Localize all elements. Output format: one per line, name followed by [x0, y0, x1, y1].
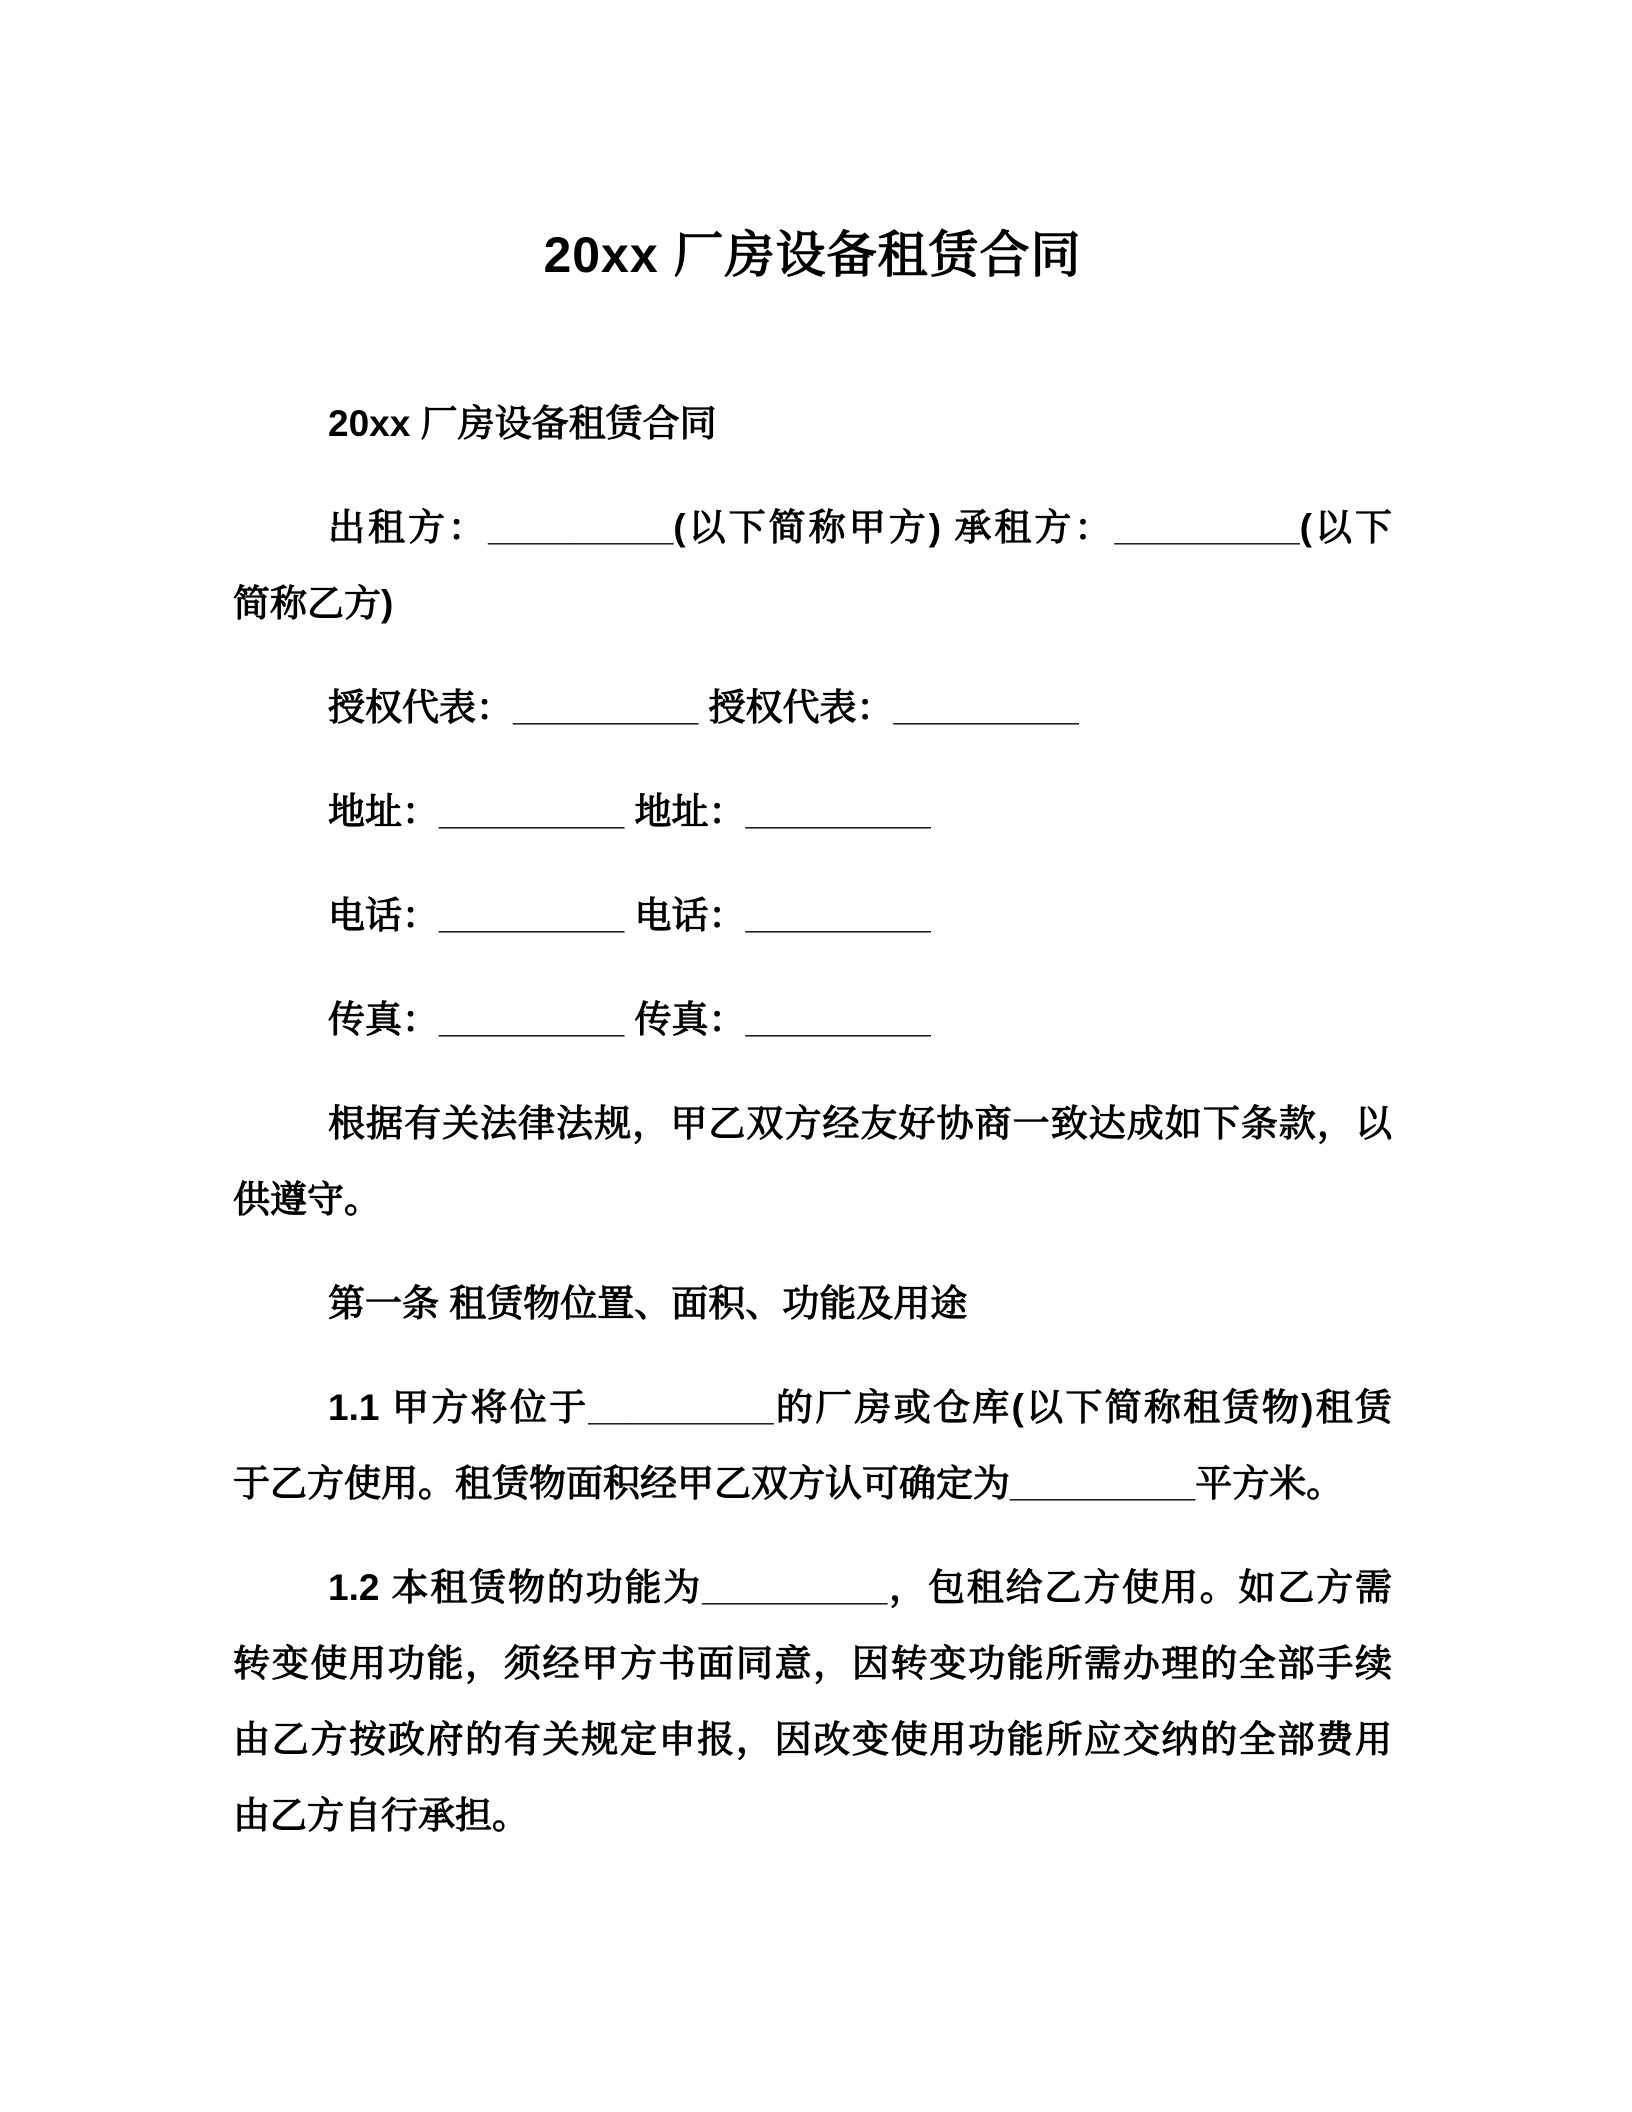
text-line: 电话：_________ 电话：_________ — [328, 895, 931, 936]
document-title: 20xx 厂房设备租赁合同 — [543, 227, 1082, 283]
paragraph-parties — [233, 490, 1392, 642]
paragraph-addresses — [233, 774, 1392, 850]
paragraph-fax-numbers — [233, 982, 1392, 1058]
paragraph-subtitle — [233, 386, 1392, 462]
text-line: 简称乙方) — [233, 583, 394, 624]
text-line: 根据有关法律法规，甲乙双方经友好协商一致达成如下条款，以 — [328, 1103, 1392, 1144]
text-line: 地址：_________ 地址：_________ — [328, 791, 931, 832]
text-line: 转变使用功能，须经甲方书面同意，因转变功能所需办理的全部手续 — [233, 1643, 1392, 1684]
text-line: 由乙方自行承担。 — [233, 1795, 529, 1836]
text-line: 1.1 甲方将位于_________的厂房或仓库(以下简称租赁物)租赁 — [328, 1387, 1392, 1428]
document-body — [233, 386, 1392, 1854]
paragraph-preamble — [233, 1086, 1392, 1238]
paragraph-article-1-heading — [233, 1266, 1392, 1342]
paragraph-authorized-representatives — [233, 670, 1392, 746]
paragraph-clause-1-2 — [233, 1550, 1392, 1854]
text-line: 由乙方按政府的有关规定申报，因改变使用功能所应交纳的全部费用 — [233, 1719, 1392, 1760]
paragraph-clause-1-1 — [233, 1370, 1392, 1522]
text-line: 授权代表：_________ 授权代表：_________ — [328, 687, 1079, 728]
text-line: 出租方：_________(以下简称甲方) 承租方：_________(以下 — [328, 507, 1392, 548]
text-line: 传真：_________ 传真：_________ — [328, 999, 931, 1040]
text-line: 1.2 本租赁物的功能为_________，包租给乙方使用。如乙方需 — [328, 1567, 1392, 1608]
text-line: 20xx 厂房设备租赁合同 — [328, 403, 717, 444]
paragraph-telephones — [233, 878, 1392, 954]
text-line: 第一条 租赁物位置、面积、功能及用途 — [328, 1283, 968, 1324]
text-line: 供遵守。 — [233, 1179, 381, 1220]
text-line: 于乙方使用。租赁物面积经甲乙双方认可确定为_________平方米。 — [233, 1463, 1344, 1504]
